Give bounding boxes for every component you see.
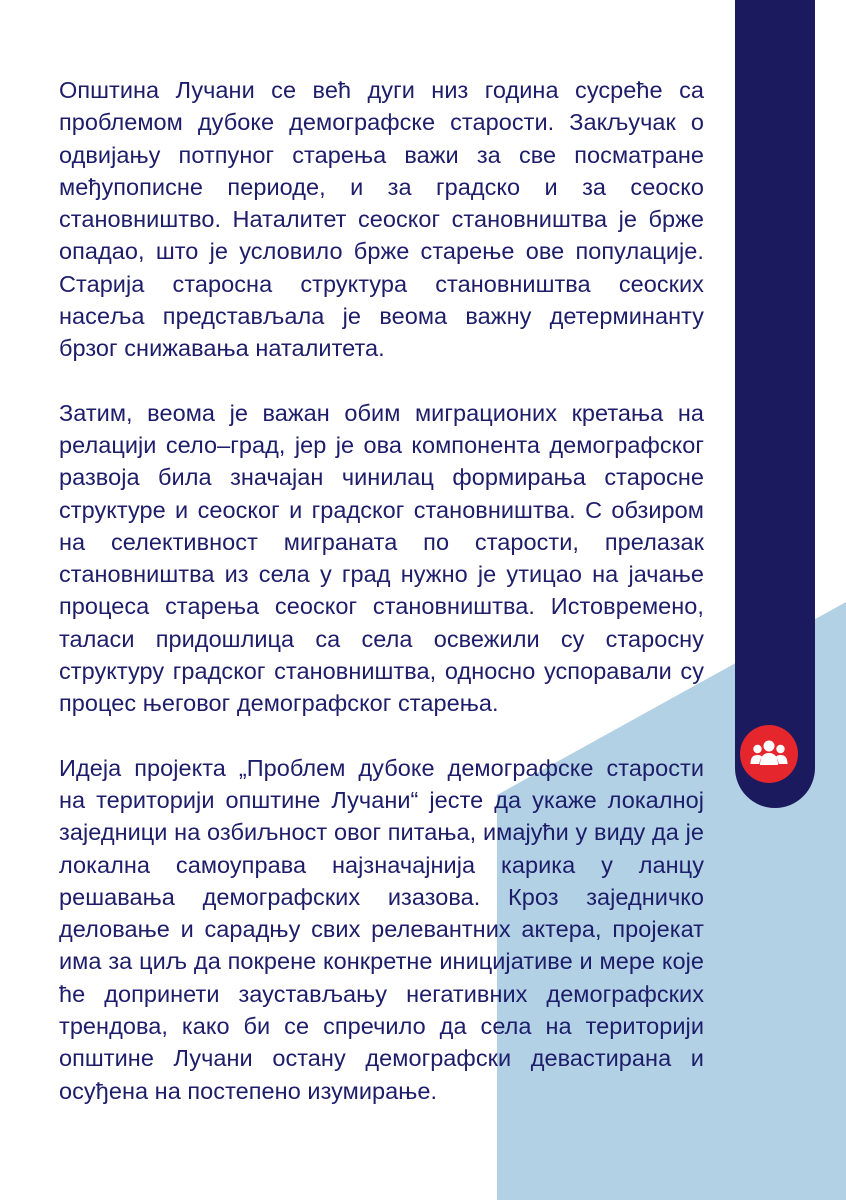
decorative-side-bar: [735, 0, 815, 808]
body-text: [59, 74, 704, 1139]
paragraph-1: Општина Лучани се већ дуги низ година сусреће са проблемом дубоке демографске старости. Закључак о одвијању потпуног старења важи за све посматране међупописне периоде, и за градско и за сеоско становништво. Наталитет сеоског становништва је брже опадао, што је условило брже старење ове популације. Старија старосна структура становништва сеоских насеља представљала је веома важну детерминанту брзог снижавања наталитета.: [59, 77, 704, 362]
paragraph-2: Затим, веома је важан обим миграционих кретања на релацији село–град, јер је ова компонента демографског развоја била значајан чинилац формирања старосне структуре и сеоског и градског становништва. С обзиром на селективност миграната по старости, прелазак становништва из села у град нужно је утицао на јачање процеса старења сеоског становништва. Истовремено, таласи придошлица са села освежили су старосну структуру градског становништва, односно успоравали су процес његовог демографског старења.: [59, 399, 704, 717]
paragraph-3: Идеја пројекта „Проблем дубоке демографске старости на територији општине Лучани“ јесте да укаже локалној заједници на озбиљност овог питања, имајући у виду да је локална самоуправа најзначајнија карика у ланцу решавања демографских изазова. Кроз заједничко деловање и сарадњу свих релевантних актера, пројекат има за циљ да покрене конкретне иницијативе и мере које ће допринети заустављању негативних демографских трендова, како би се спречило да села на територији општине Лучани остану демографски девастирана и осуђена на постепено изумирање.: [59, 754, 704, 1104]
group-people-icon: [740, 725, 798, 783]
